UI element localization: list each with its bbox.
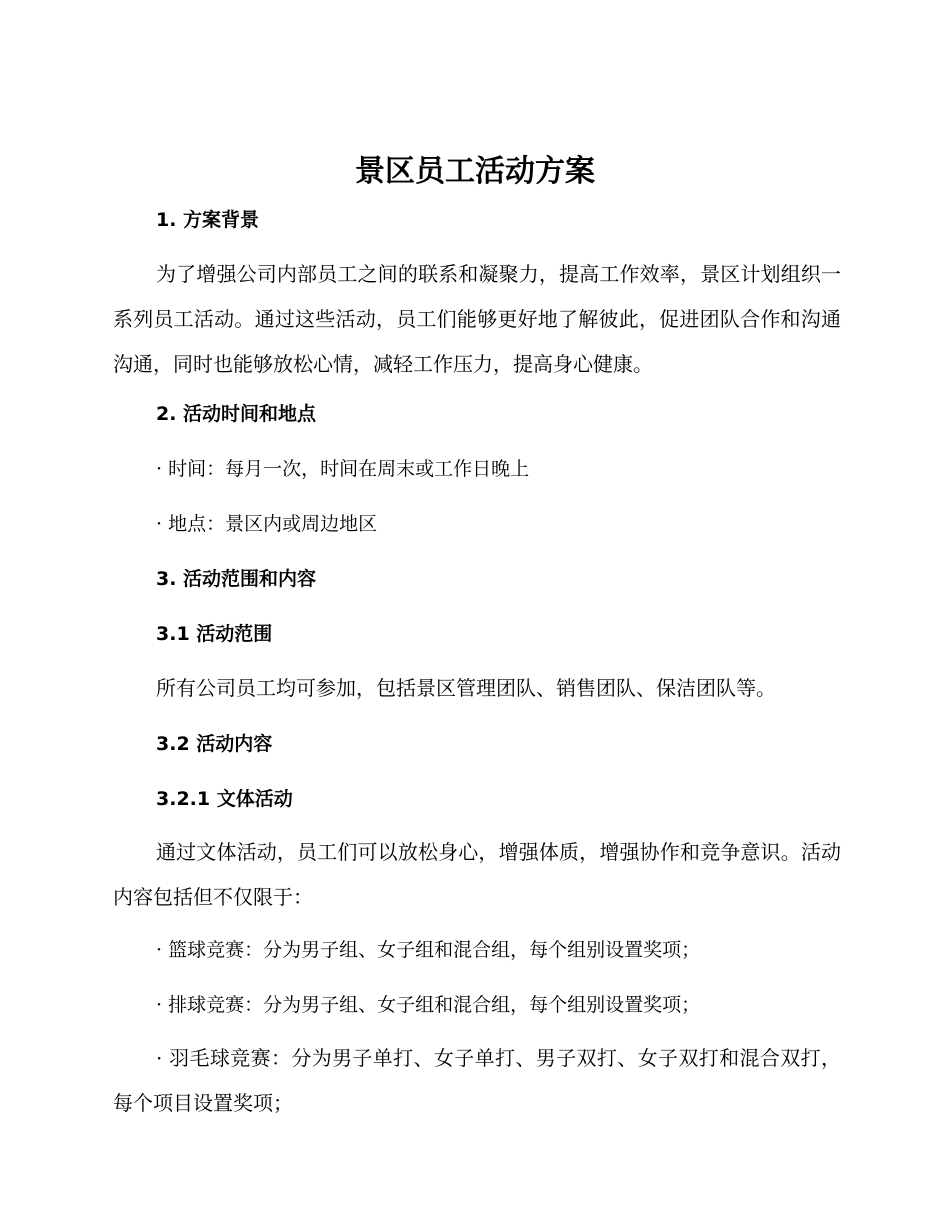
section-heading-scope-content: 3. 活动范围和内容 [156,568,317,590]
sports-culture-paragraph: 通过文体活动，员工们可以放松身心，增强体质，增强协作和竞争意识。活动内容包括但不仅限于： [113,840,841,909]
bullet-basketball: · 篮球竞赛：分为男子组、女子组和混合组，每个组别设置奖项； [156,939,701,961]
bullet-badminton: · 羽毛球竞赛：分为男子单打、女子单打、男子双打、女子双打和混合双打，每个项目设置奖项； [113,1046,841,1115]
subsection-heading-sports-culture: 3.2.1 文体活动 [156,788,293,810]
bullet-place: · 地点：景区内或周边地区 [156,513,378,535]
subsection-heading-content: 3.2 活动内容 [156,733,273,755]
document-title: 景区员工活动方案 [355,154,595,189]
background-paragraph: 为了增强公司内部员工之间的联系和凝聚力，提高工作效率，景区计划组织一系列员工活动。通过这些活动，员工们能够更好地了解彼此，促进团队合作和沟通沟通，同时也能够放松心情，减轻工作压力，提高身心健康。 [113,262,841,376]
bullet-time: · 时间：每月一次，时间在周末或工作日晚上 [156,458,530,480]
bullet-volleyball: · 排球竞赛：分为男子组、女子组和混合组，每个组别设置奖项； [156,994,701,1016]
subsection-heading-scope: 3.1 活动范围 [156,623,273,645]
section-heading-background: 1. 方案背景 [156,209,260,231]
scope-paragraph: 所有公司员工均可参加，包括景区管理团队、销售团队、保洁团队等。 [156,676,776,700]
section-heading-time-place: 2. 活动时间和地点 [156,403,317,425]
